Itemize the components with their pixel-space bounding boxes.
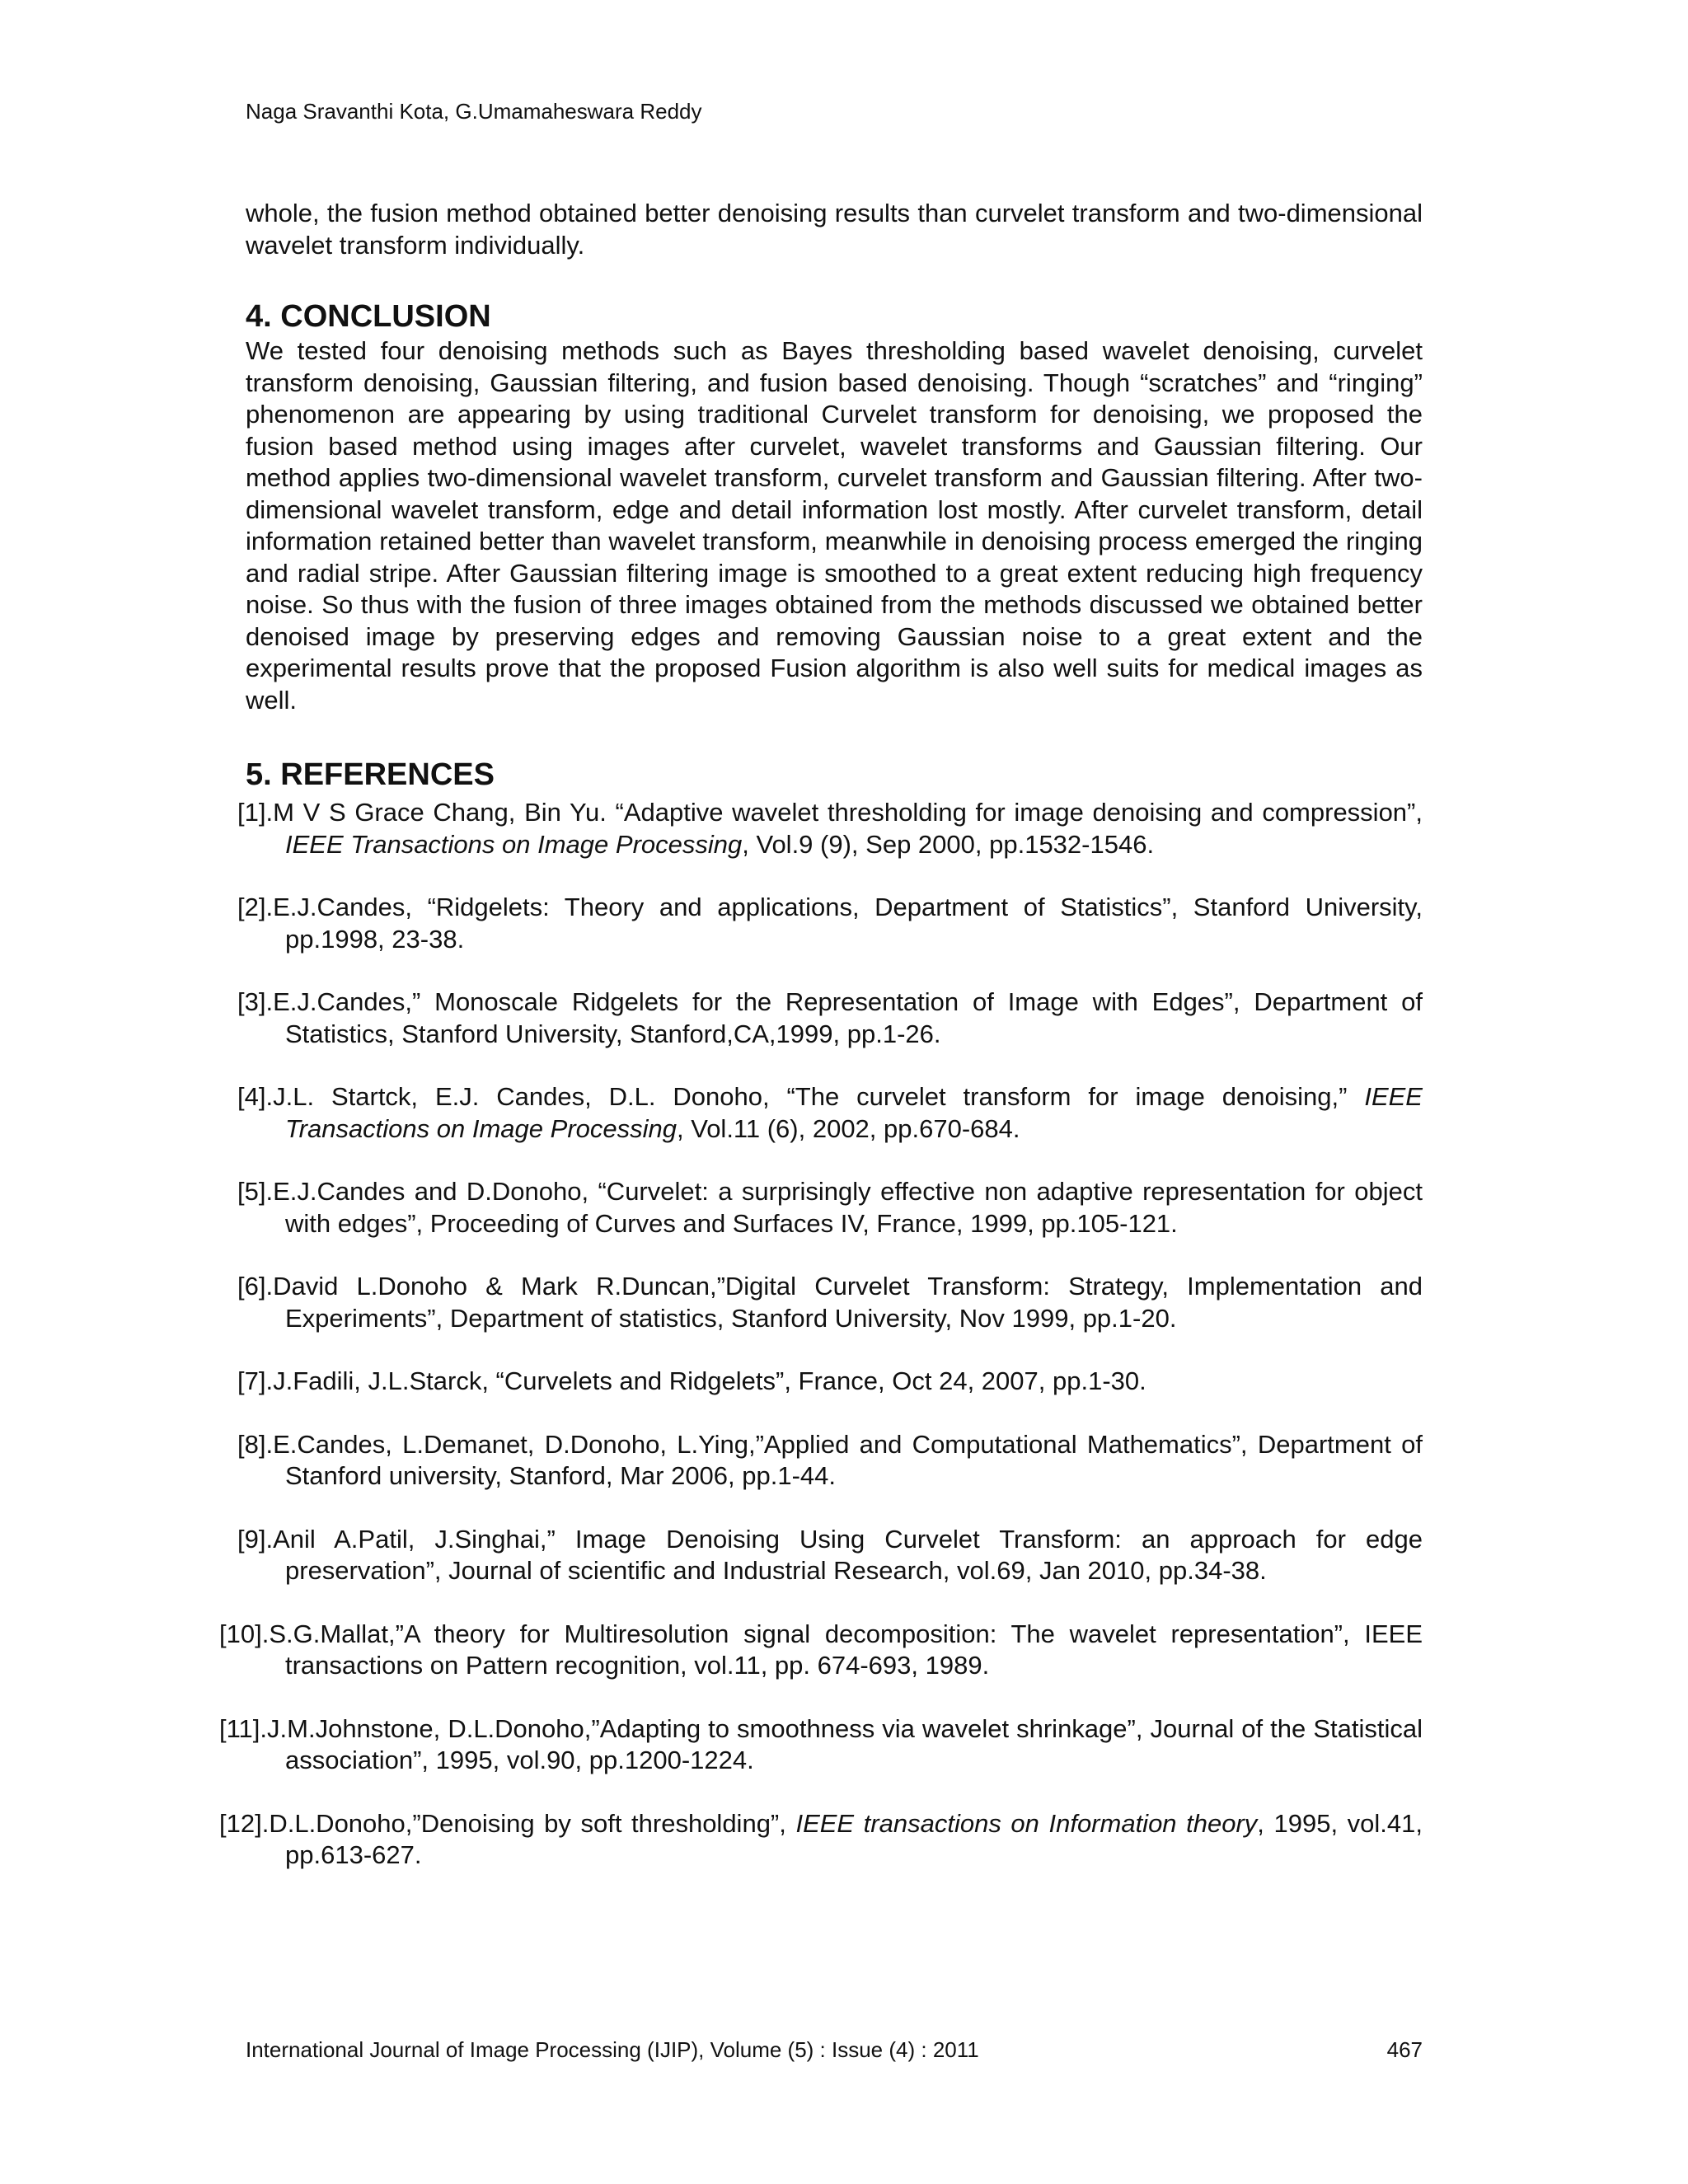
- reference-text-tail: , Vol.9 (9), Sep 2000, pp.1532-1546.: [742, 829, 1155, 859]
- reference-number: [1].: [237, 798, 274, 827]
- reference-text: M V S Grace Chang, Bin Yu. “Adaptive wavelet thresholding for image denoising and compression”,: [273, 798, 1423, 827]
- reference-text-tail: , Vol.11 (6), 2002, pp.670-684.: [677, 1113, 1020, 1143]
- references-heading: 5. REFERENCES: [246, 757, 495, 792]
- reference-number: [11].: [219, 1713, 268, 1743]
- reference-text: J.L. Startck, E.J. Candes, D.L. Donoho, “The curvelet transform for image denoising,”: [273, 1082, 1365, 1111]
- reference-item: [237, 797, 1423, 860]
- reference-number: [10].: [219, 1619, 270, 1648]
- reference-number: [12].: [219, 1808, 270, 1838]
- reference-text: D.L.Donoho,”Denoising by soft thresholding”,: [269, 1808, 796, 1838]
- reference-item: [237, 1176, 1423, 1240]
- reference-number: [3].: [237, 987, 274, 1016]
- reference-item: [237, 892, 1423, 955]
- reference-text: J.M.Johnstone, D.L.Donoho,”Adapting to smoothness via wavelet shrinkage”, Journal of the Statistical association”, 1995, vol.90, pp.1200-1224.: [267, 1713, 1423, 1774]
- reference-item: [237, 1366, 1423, 1398]
- reference-text: E.J.Candes,” Monoscale Ridgelets for the Representation of Image with Edges”, Department of Statistics, Stanford University, Stanford,CA,1999, pp.1-26.: [273, 987, 1423, 1048]
- reference-text: E.Candes, L.Demanet, D.Donoho, L.Ying,”Applied and Computational Mathematics”, Department of Stanford university, Stanford, Mar 2006, pp.1-44.: [273, 1429, 1423, 1490]
- reference-text: E.J.Candes, “Ridgelets: Theory and applications, Department of Statistics”, Stanford University, pp.1998, 23-38.: [273, 893, 1423, 954]
- reference-journal: IEEE Transactions on Image Processing: [285, 1082, 1423, 1143]
- page-content: [219, 198, 1423, 1903]
- reference-item: [237, 1524, 1423, 1587]
- conclusion-paragraph: We tested four denoising methods such as Bayes thresholding based wavelet denoising, curvelet transform denoising, Gaussian filtering, and fusion based denoising. Though “scratches” and “ringing” phenomenon are appearing by using traditional Curvelet transform for denoising, we proposed the fusion based method using images after curvelet, wavelet transforms and Gaussian filtering. Our method applies two-dimensional wavelet transform, curvelet transform and Gaussian filtering. After two-dimensional wavelet transform, edge and detail information lost mostly. After curvelet transform, detail information retained better than wavelet transform, meanwhile in denoising process emerged the ringing and radial stripe. After Gaussian filtering image is smoothed to a great extent reducing high frequency noise. So thus with the fusion of three images obtained from the methods discussed we obtained better denoised image by preserving edges and removing Gaussian noise to a great extent and the experimental results prove that the proposed Fusion algorithm is also well suits for medical images as well.: [246, 336, 1423, 715]
- reference-item: [237, 1081, 1423, 1145]
- reference-journal: IEEE transactions on Information theory: [795, 1808, 1258, 1838]
- reference-number: [6].: [237, 1272, 274, 1301]
- footer-journal-title: International Journal of Image Processing (IJIP), Volume (5) : Issue (4) : 2011: [246, 2037, 979, 2062]
- page-footer: [246, 2036, 1423, 2064]
- reference-item: [237, 987, 1423, 1050]
- reference-item: [219, 1619, 1423, 1682]
- reference-text: Anil A.Patil, J.Singhai,” Image Denoising Using Curvelet Transform: an approach for edge preservation”, Journal of scientific and Industrial Research, vol.69, Jan 2010, pp.34-38.: [273, 1524, 1423, 1585]
- running-header-authors: Naga Sravanthi Kota, G.Umamaheswara Reddy: [246, 99, 702, 124]
- reference-text-tail: , 1995, vol.41, pp.613-627.: [285, 1808, 1423, 1869]
- reference-list: [219, 797, 1423, 1872]
- reference-text: J.Fadili, J.L.Starck, “Curvelets and Ridgelets”, France, Oct 24, 2007, pp.1-30.: [273, 1366, 1146, 1395]
- reference-number: [7].: [237, 1366, 274, 1395]
- reference-number: [4].: [237, 1082, 274, 1111]
- reference-number: [5].: [237, 1177, 274, 1206]
- reference-text: E.J.Candes and D.Donoho, “Curvelet: a surprisingly effective non adaptive representation for object with edges”, Proceeding of Curves and Surfaces IV, France, 1999, pp.105-121.: [273, 1177, 1423, 1238]
- reference-journal: IEEE Transactions on Image Processing: [285, 829, 743, 859]
- reference-number: [9].: [237, 1524, 274, 1554]
- footer-page-number: 467: [1386, 2037, 1423, 2062]
- reference-number: [2].: [237, 893, 274, 921]
- reference-text: S.G.Mallat,”A theory for Multiresolution signal decomposition: The wavelet representation”, IEEE transactions on Pattern recognition, vol.11, pp. 674-693, 1989.: [269, 1619, 1423, 1680]
- reference-item: [237, 1271, 1423, 1334]
- reference-text: David L.Donoho & Mark R.Duncan,”Digital Curvelet Transform: Strategy, Implementation and Experiments”, Department of statistics, Stanford University, Nov 1999, pp.1-20.: [273, 1272, 1423, 1333]
- reference-item: [237, 1429, 1423, 1493]
- intro-paragraph: whole, the fusion method obtained better denoising results than curvelet transform and two-dimensional wavelet transform individually.: [246, 199, 1423, 260]
- reference-number: [8].: [237, 1429, 274, 1459]
- reference-item: [219, 1713, 1423, 1777]
- conclusion-heading: 4. CONCLUSION: [246, 299, 491, 334]
- reference-item: [219, 1808, 1423, 1872]
